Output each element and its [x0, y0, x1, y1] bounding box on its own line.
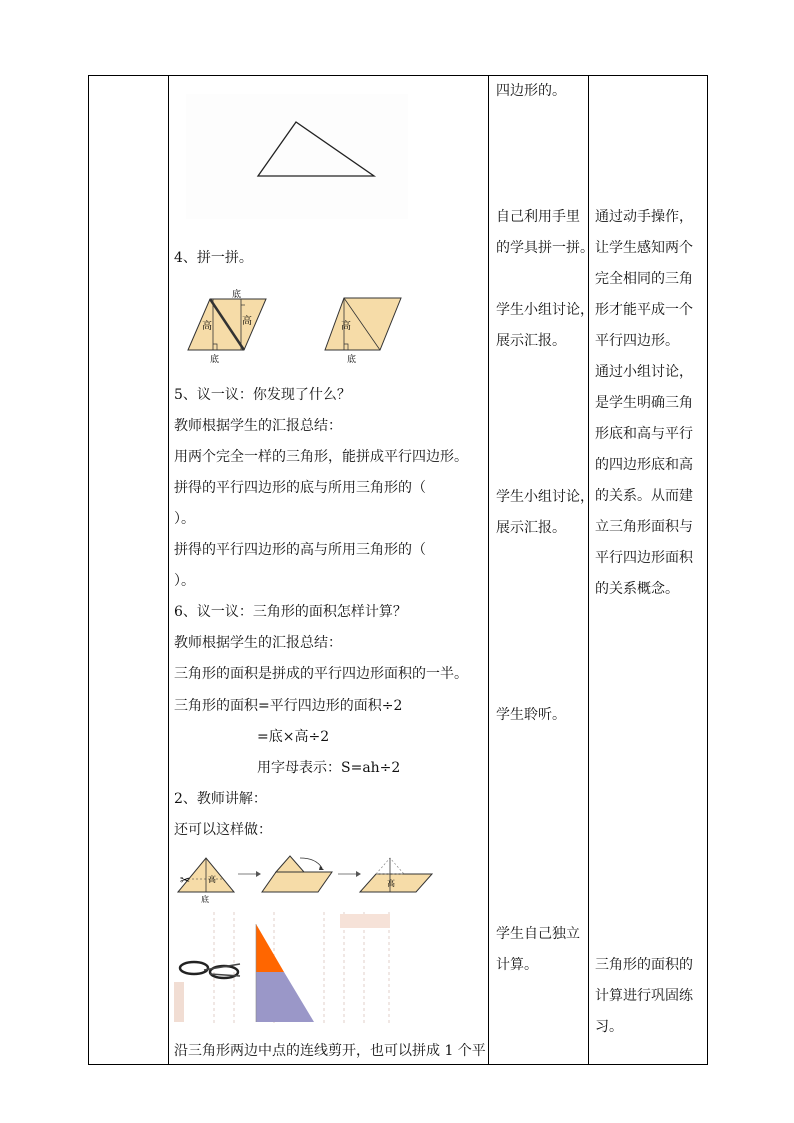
- cut-rearrange-svg: [176, 852, 434, 906]
- col4-line: 的关系概念。: [595, 581, 679, 597]
- col4-line: 三角形的面积的: [595, 957, 693, 973]
- table-border-left: [88, 75, 89, 1065]
- summary-intro: 教师根据学生的汇报总结：: [174, 418, 342, 434]
- paper-cut-svg: [174, 912, 396, 1026]
- summary-line-a: 用两个完全一样的三角形，能拼成平行四边形。: [174, 449, 468, 465]
- col3-cell-5: 学生聆听。: [496, 707, 566, 723]
- step1-height-label: 高: [208, 875, 216, 884]
- triangle-figure: [186, 94, 408, 223]
- assembly-figure: [184, 284, 406, 370]
- formula-line-2: =底×高÷2: [257, 729, 330, 745]
- col4-line: 是学生明确三角: [595, 395, 693, 411]
- scissors-icon: ✂: [180, 873, 191, 887]
- label-height-right: 高: [242, 316, 252, 327]
- col4-line: 完全相同的三角: [595, 271, 693, 287]
- last-line-text: 沿三角形两边中点的连线剪开，也可以拼成 1 个平: [174, 1043, 486, 1059]
- col4-intent-block-1: [595, 202, 707, 605]
- summary-line-b2: ）。: [174, 511, 195, 527]
- step3-parallelogram: [360, 874, 432, 892]
- col4-line: 的四边形底和高: [595, 457, 693, 473]
- paper-cut-figure: [174, 912, 396, 1030]
- col4-line: 习。: [595, 1019, 623, 1035]
- col4-line: 形底和高与平行: [595, 426, 693, 442]
- triangle-figure-svg: [186, 94, 408, 219]
- step6-heading: 6、议一议：三角形的面积怎样计算？: [174, 604, 407, 620]
- assembly-figure-svg: [184, 284, 406, 366]
- col4-line: 的关系。从而建: [595, 488, 693, 504]
- step3-height-label: 高: [387, 879, 395, 888]
- col4-line: 通过动手操作，: [595, 209, 693, 225]
- formula-line-3: 用字母表示：S=ah÷2: [257, 760, 401, 776]
- col3-cell-1: 四边形的。: [496, 83, 566, 99]
- col4-line: 平行四边形面积: [595, 550, 693, 566]
- col4-line: 平行四边形。: [595, 333, 679, 349]
- summary-line-b1: 拼得的平行四边形的底与所用三角形的（: [174, 480, 426, 496]
- table-column-divider-1: [168, 75, 169, 1065]
- col3-cell-4b: 展示汇报。: [496, 520, 566, 536]
- col3-cell-2a: 自己利用手里: [496, 209, 580, 225]
- label-height-left: 高: [202, 321, 212, 332]
- col3-cell-3b: 展示汇报。: [496, 333, 566, 349]
- summary-intro-2: 教师根据学生的汇报总结：: [174, 635, 342, 651]
- col4-line: 让学生感知两个: [595, 240, 693, 256]
- col3-cell-2b: 的学具拼一拼。: [496, 240, 594, 256]
- label-base-right-fig: 底: [347, 355, 357, 365]
- label-base-top: 底: [232, 290, 242, 300]
- table-border-bottom: [88, 1064, 707, 1065]
- table-column-divider-2: [488, 75, 489, 1065]
- summary-line-d: 三角形的面积是拼成的平行四边形面积的一半。: [174, 666, 468, 682]
- cut-rearrange-figure: [176, 852, 434, 910]
- label-height-right-fig: 高: [341, 321, 351, 332]
- step2-shape: [262, 872, 332, 892]
- step4-heading: 4、拼一拼。: [174, 250, 253, 266]
- col4-line: 形才能平成一个: [595, 302, 693, 318]
- formula-line-1: 三角形的面积=平行四边形的面积÷2: [174, 698, 403, 714]
- step2-heading: 2、教师讲解：: [174, 791, 267, 807]
- step1-base-label: 底: [201, 895, 209, 904]
- summary-line-c1: 拼得的平行四边形的高与所用三角形的（: [174, 542, 426, 558]
- rotate-arrow-icon: [300, 858, 322, 868]
- alt-method-text: 还可以这样做：: [174, 822, 272, 838]
- col3-cell-6a: 学生自己独立: [496, 926, 580, 942]
- table-column-divider-3: [588, 75, 589, 1065]
- summary-line-c2: ）。: [174, 573, 195, 589]
- col4-line: 立三角形面积与: [595, 519, 693, 535]
- col3-cell-6b: 计算。: [496, 957, 538, 973]
- table-border-right: [707, 75, 708, 1065]
- table-border-top: [88, 75, 707, 76]
- right-parallelogram: [325, 298, 401, 350]
- step5-heading: 5、议一议：你发现了什么？: [174, 387, 351, 403]
- col4-line: 通过小组讨论，: [595, 364, 693, 380]
- col4-line: 计算进行巩固练: [595, 988, 693, 1004]
- label-base-bottom: 底: [210, 355, 220, 365]
- col4-intent-block-2: [595, 950, 707, 1043]
- step2-top-piece: [276, 856, 304, 872]
- col3-cell-3a: 学生小组讨论，: [496, 302, 594, 318]
- col3-cell-4a: 学生小组讨论，: [496, 489, 594, 505]
